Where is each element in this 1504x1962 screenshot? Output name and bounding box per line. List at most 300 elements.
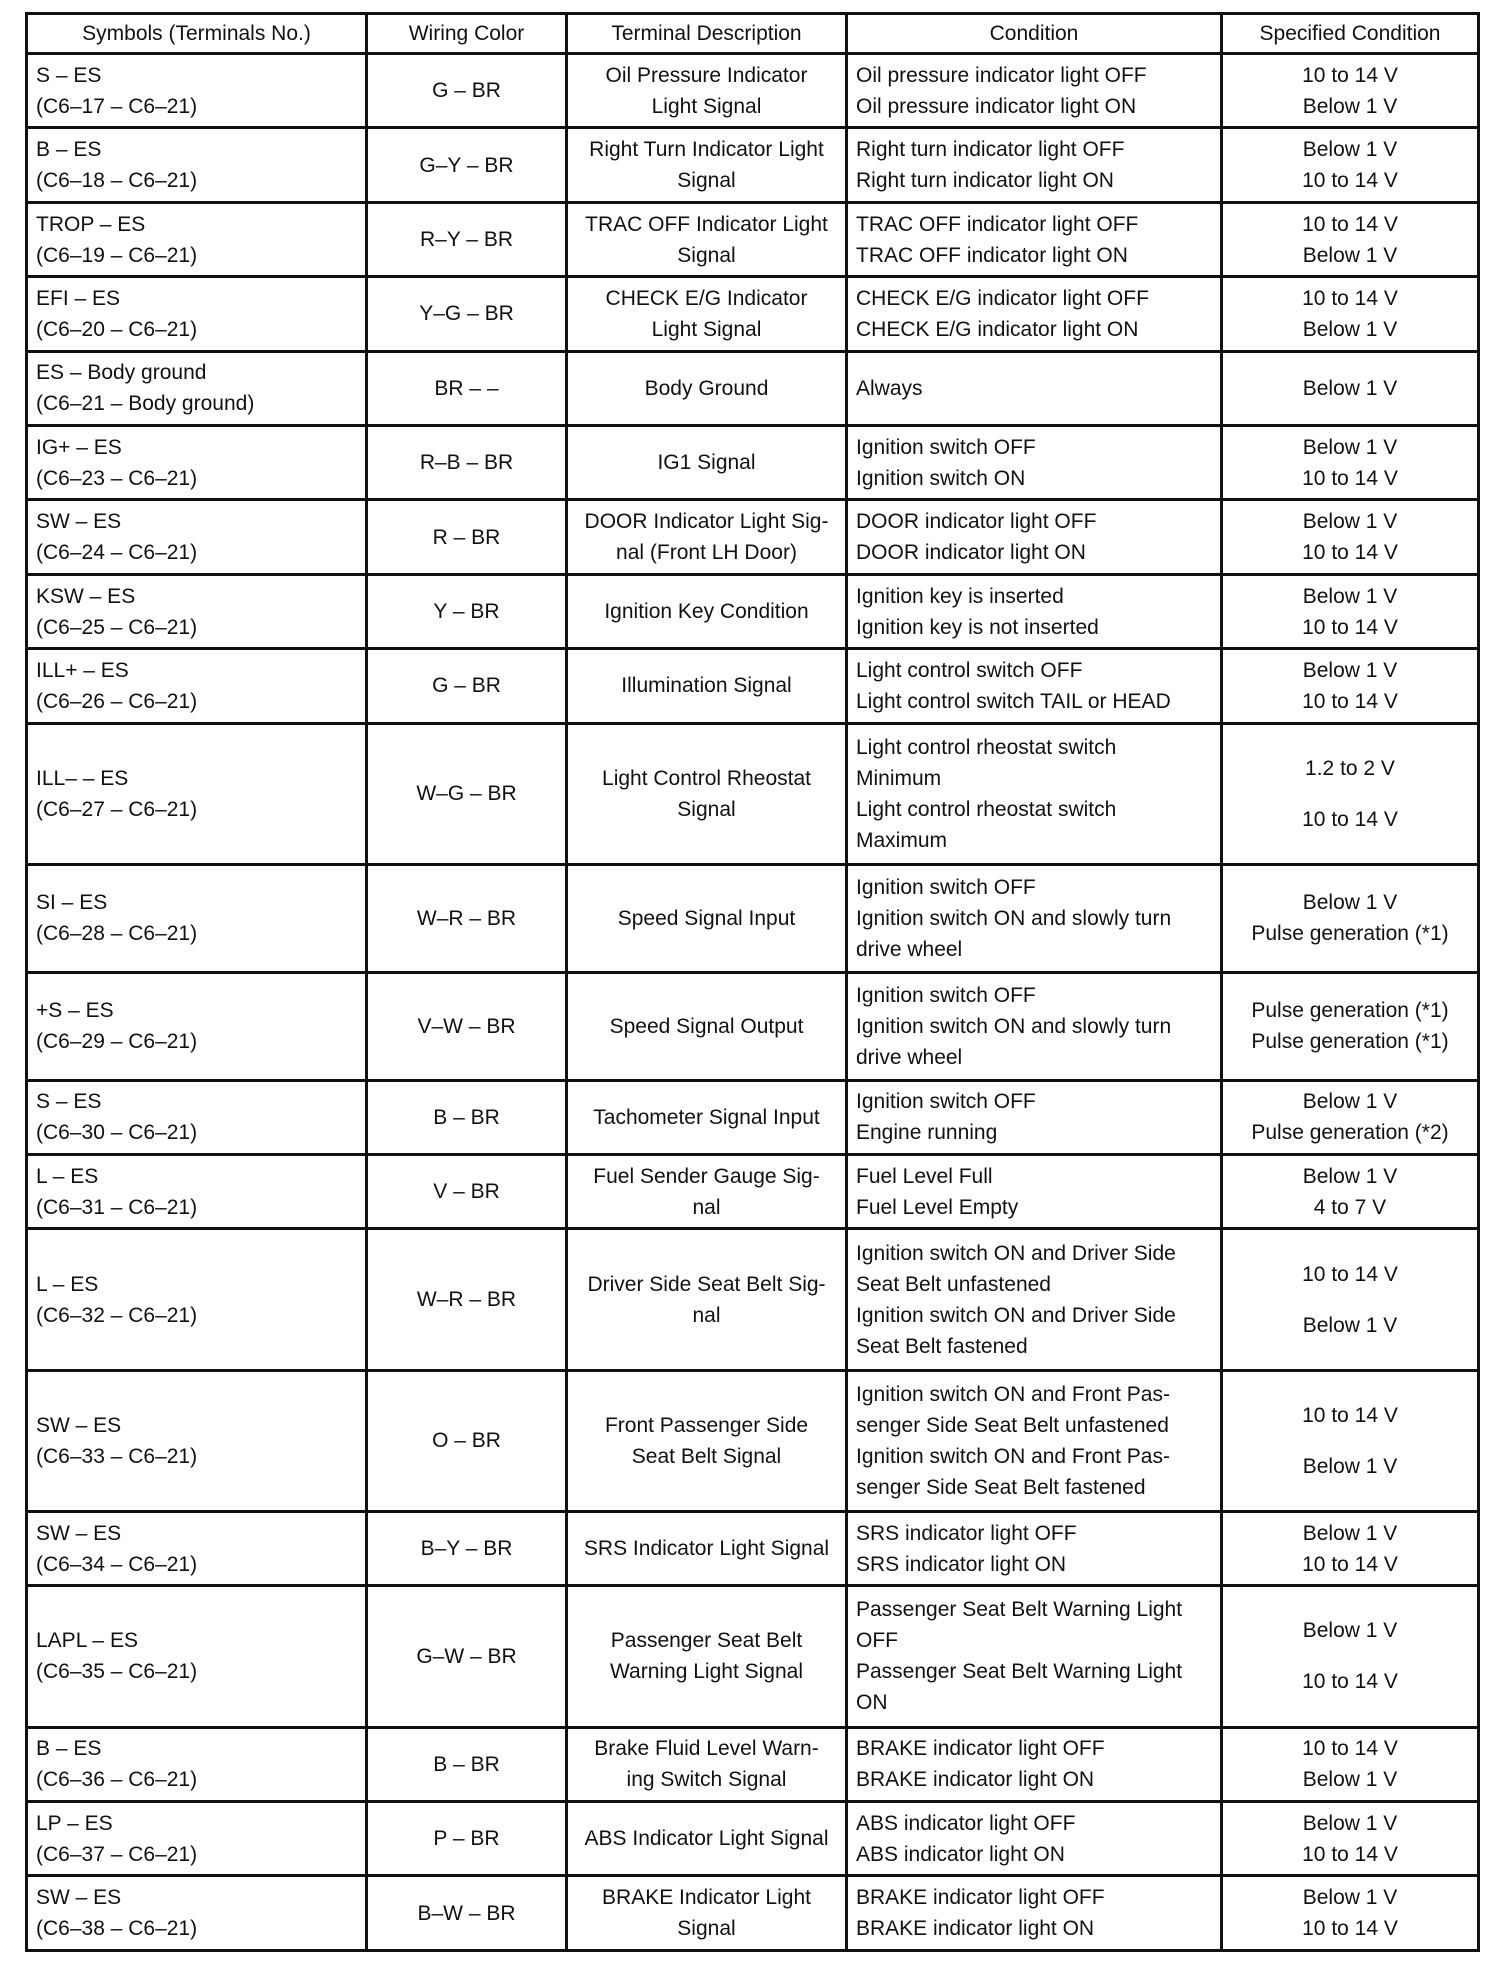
cell-condition-line: ON: [856, 1691, 888, 1715]
cell-condition: [847, 972, 1222, 1080]
cell-specified-condition: [1222, 1586, 1479, 1727]
cell-condition-line: Ignition switch ON: [856, 466, 1026, 490]
cell-terminal-description: [567, 351, 847, 425]
terminal-number: (C6–18 – C6–21): [36, 169, 198, 193]
cell-terminal-description-line: nal (Front LH Door): [616, 541, 797, 565]
terminal-number: (C6–36 – C6–21): [36, 1768, 198, 1792]
cell-specified-condition: [1222, 1511, 1479, 1585]
cell-specified-condition: [1222, 426, 1479, 500]
cell-specified-condition-line: Below 1 V: [1302, 1619, 1398, 1643]
cell-symbol: [27, 649, 367, 723]
cell-specified-condition-line: Below 1 V: [1302, 376, 1398, 400]
terminal-number: (C6–37 – C6–21): [36, 1842, 198, 1866]
terminal-number: (C6–26 – C6–21): [36, 689, 198, 713]
cell-specified-condition-line: 10 to 14 V: [1302, 63, 1398, 87]
cell-condition: [847, 649, 1222, 723]
cell-specified-condition-line: 10 to 14 V: [1302, 212, 1398, 236]
cell-condition-line: Oil pressure indicator light ON: [856, 94, 1137, 118]
cell-condition-line: ABS indicator light OFF: [856, 1811, 1076, 1835]
cell-terminal-description-line: Fuel Sender Gauge Sig-: [593, 1164, 820, 1188]
cell-terminal-description: [567, 1802, 847, 1876]
cell-symbol: [27, 277, 367, 351]
cell-terminal-description: [567, 649, 847, 723]
cell-condition-line: BRAKE indicator light OFF: [856, 1737, 1105, 1761]
cell-condition-line: Ignition switch OFF: [856, 435, 1036, 459]
cell-specified-condition-line: 10 to 14 V: [1302, 169, 1398, 193]
cell-specified-condition-line: 10 to 14 V: [1302, 1403, 1398, 1427]
cell-condition-line: Ignition switch OFF: [856, 983, 1036, 1007]
terminal-number: (C6–19 – C6–21): [36, 243, 198, 267]
cell-condition: [847, 723, 1222, 864]
cell-specified-condition: [1222, 972, 1479, 1080]
symbol-name: SW – ES: [36, 510, 122, 534]
cell-wiring-color: G–Y – BR: [367, 128, 567, 202]
symbol-name: ILL– – ES: [36, 766, 129, 790]
cell-condition-line: Minimum: [856, 766, 942, 790]
cell-specified-condition-line: Below 1 V: [1302, 138, 1398, 162]
terminal-number: (C6–24 – C6–21): [36, 541, 198, 565]
header-specified-condition: Specified Condition: [1222, 14, 1479, 54]
cell-specified-condition: [1222, 1370, 1479, 1511]
cell-terminal-description: [567, 1370, 847, 1511]
cell-symbol: [27, 1802, 367, 1876]
table-row: [27, 723, 1479, 864]
cell-condition-line: Ignition switch ON and Driver Side: [856, 1303, 1176, 1327]
cell-condition-line: Fuel Level Empty: [856, 1195, 1019, 1219]
symbol-name: +S – ES: [36, 999, 114, 1023]
cell-condition-line: Passenger Seat Belt Warning Light: [856, 1660, 1183, 1684]
cell-condition-line: Right turn indicator light OFF: [856, 138, 1125, 162]
cell-specified-condition: [1222, 54, 1479, 128]
symbol-name: S – ES: [36, 63, 102, 87]
table-row: [27, 1876, 1479, 1951]
symbol-name: ILL+ – ES: [36, 658, 129, 682]
cell-condition: [847, 202, 1222, 276]
cell-terminal-description: [567, 1080, 847, 1154]
cell-terminal-description: [567, 1229, 847, 1370]
cell-terminal-description: [567, 1511, 847, 1585]
cell-specified-condition-line: 10 to 14 V: [1302, 689, 1398, 713]
cell-specified-condition: [1222, 277, 1479, 351]
cell-specified-condition: [1222, 864, 1479, 972]
cell-terminal-description-line: ing Switch Signal: [626, 1768, 787, 1792]
symbol-name: EFI – ES: [36, 286, 121, 310]
cell-condition: [847, 1727, 1222, 1801]
cell-terminal-description-line: Warning Light Signal: [610, 1660, 803, 1684]
cell-wiring-color: W–R – BR: [367, 864, 567, 972]
cell-condition-line: CHECK E/G indicator light OFF: [856, 286, 1149, 310]
cell-wiring-color: R – BR: [367, 500, 567, 574]
table-row: [27, 864, 1479, 972]
table-row: [27, 649, 1479, 723]
cell-condition-line: senger Side Seat Belt unfastened: [856, 1413, 1169, 1437]
cell-terminal-description: [567, 864, 847, 972]
cell-symbol: [27, 864, 367, 972]
cell-terminal-description-line: Speed Signal Output: [609, 1014, 804, 1038]
cell-condition: [847, 1155, 1222, 1229]
cell-condition-line: Ignition switch ON and Driver Side: [856, 1241, 1176, 1265]
cell-wiring-color: Y – BR: [367, 574, 567, 648]
table-row: [27, 128, 1479, 202]
table-row: [27, 351, 1479, 425]
cell-condition-line: DOOR indicator light OFF: [856, 510, 1097, 534]
cell-condition-line: Engine running: [856, 1121, 998, 1145]
cell-condition-line: Fuel Level Full: [856, 1164, 993, 1188]
cell-condition-line: BRAKE indicator light ON: [856, 1768, 1095, 1792]
table-row: [27, 500, 1479, 574]
cell-condition-line: ABS indicator light ON: [856, 1842, 1065, 1866]
cell-condition-line: SRS indicator light OFF: [856, 1521, 1077, 1545]
terminal-number: (C6–38 – C6–21): [36, 1917, 198, 1941]
cell-condition-line: Always: [856, 376, 923, 400]
table-row: [27, 1080, 1479, 1154]
cell-symbol: [27, 972, 367, 1080]
cell-specified-condition-line: 10 to 14 V: [1302, 1262, 1398, 1286]
cell-condition-line: Oil pressure indicator light OFF: [856, 63, 1147, 87]
table-row: [27, 1511, 1479, 1585]
cell-specified-condition-line: Below 1 V: [1302, 1768, 1398, 1792]
cell-condition-line: Ignition switch ON and Front Pas-: [856, 1382, 1170, 1406]
cell-terminal-description-line: BRAKE Indicator Light: [602, 1886, 811, 1910]
header-condition: Condition: [847, 14, 1222, 54]
cell-specified-condition-line: Below 1 V: [1302, 243, 1398, 267]
cell-condition-line: Ignition switch OFF: [856, 1090, 1036, 1114]
cell-condition-line: Passenger Seat Belt Warning Light: [856, 1598, 1183, 1622]
cell-symbol: [27, 351, 367, 425]
cell-condition: [847, 277, 1222, 351]
cell-symbol: [27, 54, 367, 128]
cell-wiring-color: B–W – BR: [367, 1876, 567, 1951]
cell-wiring-color: B – BR: [367, 1080, 567, 1154]
cell-specified-condition: [1222, 202, 1479, 276]
cell-terminal-description-line: Oil Pressure Indicator: [605, 63, 808, 87]
header-wiring-color: Wiring Color: [367, 14, 567, 54]
cell-wiring-color: B – BR: [367, 1727, 567, 1801]
cell-wiring-color: W–R – BR: [367, 1229, 567, 1370]
cell-specified-condition-line: 4 to 7 V: [1313, 1195, 1387, 1219]
cell-wiring-color: R–B – BR: [367, 426, 567, 500]
cell-terminal-description-line: Driver Side Seat Belt Sig-: [587, 1272, 826, 1296]
cell-terminal-description-line: Signal: [677, 169, 736, 193]
cell-condition-line: Ignition key is inserted: [856, 584, 1064, 608]
cell-condition-line: TRAC OFF indicator light ON: [856, 243, 1128, 267]
cell-symbol: [27, 1586, 367, 1727]
cell-condition-line: TRAC OFF indicator light OFF: [856, 212, 1139, 236]
cell-terminal-description-line: Ignition Key Condition: [604, 600, 809, 624]
cell-specified-condition-line: Below 1 V: [1302, 1090, 1398, 1114]
cell-condition-line: BRAKE indicator light ON: [856, 1917, 1095, 1941]
terminal-number: (C6–21 – Body ground): [36, 392, 255, 416]
table-row: [27, 1370, 1479, 1511]
cell-wiring-color: W–G – BR: [367, 723, 567, 864]
cell-specified-condition-line: Below 1 V: [1302, 891, 1398, 915]
cell-specified-condition-line: Below 1 V: [1302, 1886, 1398, 1910]
symbol-name: LAPL – ES: [36, 1629, 138, 1653]
cell-terminal-description-line: nal: [692, 1195, 721, 1219]
cell-specified-condition: [1222, 649, 1479, 723]
cell-terminal-description-line: Tachometer Signal Input: [593, 1105, 820, 1129]
terminal-number: (C6–33 – C6–21): [36, 1444, 198, 1468]
cell-specified-condition-line: Pulse generation (*1): [1251, 922, 1449, 946]
cell-condition-line: Light control switch TAIL or HEAD: [856, 689, 1171, 713]
cell-condition: [847, 351, 1222, 425]
cell-specified-condition-line: 10 to 14 V: [1302, 541, 1398, 565]
symbol-name: L – ES: [36, 1272, 99, 1296]
cell-terminal-description: [567, 972, 847, 1080]
cell-condition-line: Ignition switch ON and slowly turn: [856, 1014, 1172, 1038]
symbol-name: ES – Body ground: [36, 361, 207, 385]
table-row: [27, 574, 1479, 648]
table-row: [27, 1586, 1479, 1727]
table-row: [27, 54, 1479, 128]
cell-symbol: [27, 426, 367, 500]
cell-wiring-color: V–W – BR: [367, 972, 567, 1080]
cell-condition-line: drive wheel: [856, 1045, 963, 1069]
cell-specified-condition: [1222, 1802, 1479, 1876]
cell-specified-condition-line: Below 1 V: [1302, 1521, 1398, 1545]
table-header-row: [27, 14, 1479, 54]
table-row: [27, 1229, 1479, 1370]
cell-condition: [847, 1802, 1222, 1876]
cell-condition-line: BRAKE indicator light OFF: [856, 1886, 1105, 1910]
cell-terminal-description-line: IG1 Signal: [657, 451, 756, 475]
cell-specified-condition-line: Pulse generation (*1): [1251, 999, 1449, 1023]
cell-terminal-description: [567, 574, 847, 648]
cell-condition-line: Light control rheostat switch: [856, 735, 1117, 759]
cell-condition: [847, 128, 1222, 202]
cell-wiring-color: BR – –: [367, 351, 567, 425]
cell-condition-line: senger Side Seat Belt fastened: [856, 1475, 1146, 1499]
cell-condition: [847, 54, 1222, 128]
cell-wiring-color: V – BR: [367, 1155, 567, 1229]
cell-specified-condition: [1222, 500, 1479, 574]
cell-specified-condition: [1222, 1229, 1479, 1370]
cell-terminal-description-line: TRAC OFF Indicator Light: [585, 212, 828, 236]
cell-specified-condition-line: Below 1 V: [1302, 1811, 1398, 1835]
terminal-spec-table: [25, 12, 1480, 1952]
cell-condition: [847, 1080, 1222, 1154]
cell-wiring-color: B–Y – BR: [367, 1511, 567, 1585]
cell-terminal-description: [567, 128, 847, 202]
cell-specified-condition-line: 10 to 14 V: [1302, 1737, 1398, 1761]
cell-terminal-description-line: CHECK E/G Indicator: [605, 286, 808, 310]
cell-condition-line: Seat Belt unfastened: [856, 1272, 1051, 1296]
cell-terminal-description-line: Light Signal: [651, 317, 762, 341]
cell-specified-condition: [1222, 1876, 1479, 1951]
symbol-name: TROP – ES: [36, 212, 146, 236]
terminal-number: (C6–27 – C6–21): [36, 797, 198, 821]
symbol-name: SW – ES: [36, 1886, 122, 1910]
cell-specified-condition-line: Below 1 V: [1302, 510, 1398, 534]
cell-terminal-description-line: Signal: [677, 243, 736, 267]
cell-symbol: [27, 128, 367, 202]
cell-condition: [847, 500, 1222, 574]
cell-condition: [847, 426, 1222, 500]
cell-specified-condition-line: Below 1 V: [1302, 1164, 1398, 1188]
cell-wiring-color: R–Y – BR: [367, 202, 567, 276]
symbol-name: SW – ES: [36, 1413, 122, 1437]
cell-terminal-description-line: Light Control Rheostat: [602, 766, 811, 790]
cell-terminal-description: [567, 723, 847, 864]
terminal-number: (C6–23 – C6–21): [36, 466, 198, 490]
cell-symbol: [27, 1080, 367, 1154]
symbol-name: SI – ES: [36, 891, 108, 915]
cell-symbol: [27, 202, 367, 276]
cell-terminal-description-line: Front Passenger Side: [604, 1413, 809, 1437]
cell-terminal-description: [567, 500, 847, 574]
cell-specified-condition-line: Pulse generation (*2): [1251, 1121, 1449, 1145]
cell-symbol: [27, 1155, 367, 1229]
header-symbols: Symbols (Terminals No.): [27, 14, 367, 54]
cell-condition-line: Ignition switch ON and Front Pas-: [856, 1444, 1170, 1468]
cell-terminal-description-line: Seat Belt Signal: [631, 1444, 782, 1468]
symbol-name: KSW – ES: [36, 584, 136, 608]
cell-specified-condition: [1222, 1155, 1479, 1229]
table-row: [27, 1155, 1479, 1229]
symbol-name: B – ES: [36, 1737, 102, 1761]
table-row: [27, 277, 1479, 351]
terminal-number: (C6–35 – C6–21): [36, 1660, 198, 1684]
cell-specified-condition-line: 10 to 14 V: [1302, 1842, 1398, 1866]
symbol-name: SW – ES: [36, 1521, 122, 1545]
terminal-number: (C6–28 – C6–21): [36, 922, 198, 946]
cell-terminal-description: [567, 202, 847, 276]
cell-condition: [847, 1229, 1222, 1370]
cell-specified-condition-line: 1.2 to 2 V: [1305, 756, 1395, 780]
cell-condition-line: Ignition switch OFF: [856, 875, 1036, 899]
table-row: [27, 426, 1479, 500]
cell-specified-condition-line: Below 1 V: [1302, 1454, 1398, 1478]
cell-condition: [847, 1511, 1222, 1585]
cell-symbol: [27, 1370, 367, 1511]
cell-wiring-color: G–W – BR: [367, 1586, 567, 1727]
cell-wiring-color: G – BR: [367, 54, 567, 128]
cell-symbol: [27, 574, 367, 648]
symbol-name: IG+ – ES: [36, 435, 122, 459]
terminal-number: (C6–32 – C6–21): [36, 1303, 198, 1327]
cell-symbol: [27, 1876, 367, 1951]
cell-terminal-description-line: Signal: [677, 1917, 736, 1941]
cell-symbol: [27, 723, 367, 864]
cell-terminal-description: [567, 277, 847, 351]
cell-specified-condition-line: 10 to 14 V: [1302, 1670, 1398, 1694]
terminal-number: (C6–31 – C6–21): [36, 1195, 198, 1219]
cell-condition-line: Maximum: [856, 828, 948, 852]
cell-specified-condition: [1222, 1080, 1479, 1154]
terminal-number: (C6–20 – C6–21): [36, 317, 198, 341]
cell-specified-condition-line: 10 to 14 V: [1302, 286, 1398, 310]
cell-wiring-color: O – BR: [367, 1370, 567, 1511]
cell-terminal-description-line: Signal: [677, 797, 736, 821]
cell-condition-line: DOOR indicator light ON: [856, 541, 1086, 565]
cell-specified-condition-line: 10 to 14 V: [1302, 1917, 1398, 1941]
cell-condition-line: Right turn indicator light ON: [856, 169, 1114, 193]
cell-condition-line: Light control switch OFF: [856, 658, 1083, 682]
header-terminal-description: Terminal Description: [567, 14, 847, 54]
terminal-number: (C6–17 – C6–21): [36, 94, 198, 118]
terminal-number: (C6–30 – C6–21): [36, 1121, 198, 1145]
cell-terminal-description-line: Illumination Signal: [621, 674, 792, 698]
cell-specified-condition-line: Pulse generation (*1): [1251, 1030, 1449, 1054]
cell-specified-condition-line: Below 1 V: [1302, 435, 1398, 459]
table-row: [27, 972, 1479, 1080]
cell-condition-line: drive wheel: [856, 937, 963, 961]
cell-specified-condition-line: Below 1 V: [1302, 317, 1398, 341]
cell-wiring-color: G – BR: [367, 649, 567, 723]
cell-specified-condition: [1222, 574, 1479, 648]
cell-terminal-description: [567, 1155, 847, 1229]
cell-specified-condition-line: 10 to 14 V: [1302, 807, 1398, 831]
cell-terminal-description: [567, 1876, 847, 1951]
cell-condition-line: Light control rheostat switch: [856, 797, 1117, 821]
symbol-name: S – ES: [36, 1090, 102, 1114]
cell-condition-line: OFF: [856, 1629, 898, 1653]
cell-condition: [847, 1586, 1222, 1727]
cell-specified-condition-line: Below 1 V: [1302, 94, 1398, 118]
symbol-name: LP – ES: [36, 1811, 113, 1835]
cell-terminal-description-line: Right Turn Indicator Light: [589, 138, 824, 162]
cell-specified-condition: [1222, 723, 1479, 864]
cell-terminal-description: [567, 1727, 847, 1801]
cell-terminal-description-line: SRS Indicator Light Signal: [583, 1537, 830, 1561]
cell-condition-line: SRS indicator light ON: [856, 1552, 1067, 1576]
terminal-number: (C6–25 – C6–21): [36, 615, 198, 639]
cell-wiring-color: P – BR: [367, 1802, 567, 1876]
table-row: [27, 202, 1479, 276]
cell-symbol: [27, 1727, 367, 1801]
cell-terminal-description: [567, 1586, 847, 1727]
cell-condition: [847, 1370, 1222, 1511]
cell-condition: [847, 1876, 1222, 1951]
cell-specified-condition-line: Below 1 V: [1302, 658, 1398, 682]
cell-wiring-color: Y–G – BR: [367, 277, 567, 351]
cell-terminal-description-line: Brake Fluid Level Warn-: [594, 1737, 819, 1761]
cell-terminal-description: [567, 54, 847, 128]
symbol-name: B – ES: [36, 138, 102, 162]
cell-terminal-description-line: Speed Signal Input: [617, 906, 796, 930]
cell-specified-condition-line: 10 to 14 V: [1302, 1552, 1398, 1576]
cell-terminal-description-line: Body Ground: [644, 376, 769, 400]
terminal-number: (C6–34 – C6–21): [36, 1552, 198, 1576]
cell-condition: [847, 864, 1222, 972]
cell-specified-condition: [1222, 1727, 1479, 1801]
cell-condition-line: CHECK E/G indicator light ON: [856, 317, 1139, 341]
symbol-name: L – ES: [36, 1164, 99, 1188]
cell-condition-line: Ignition switch ON and slowly turn: [856, 906, 1172, 930]
cell-symbol: [27, 1229, 367, 1370]
cell-symbol: [27, 1511, 367, 1585]
table-row: [27, 1802, 1479, 1876]
cell-specified-condition-line: Below 1 V: [1302, 1313, 1398, 1337]
cell-specified-condition-line: 10 to 14 V: [1302, 466, 1398, 490]
cell-specified-condition: [1222, 128, 1479, 202]
cell-specified-condition-line: 10 to 14 V: [1302, 615, 1398, 639]
table-row: [27, 1727, 1479, 1801]
cell-condition-line: Ignition key is not inserted: [856, 615, 1099, 639]
cell-symbol: [27, 500, 367, 574]
cell-specified-condition-line: Below 1 V: [1302, 584, 1398, 608]
cell-terminal-description-line: nal: [692, 1303, 721, 1327]
cell-specified-condition: [1222, 351, 1479, 425]
terminal-number: (C6–29 – C6–21): [36, 1030, 198, 1054]
cell-terminal-description-line: ABS Indicator Light Signal: [584, 1827, 829, 1851]
cell-condition: [847, 574, 1222, 648]
cell-terminal-description: [567, 426, 847, 500]
cell-terminal-description-line: DOOR Indicator Light Sig-: [584, 510, 829, 534]
cell-terminal-description-line: Light Signal: [651, 94, 762, 118]
cell-condition-line: Seat Belt fastened: [856, 1334, 1028, 1358]
cell-terminal-description-line: Passenger Seat Belt: [610, 1629, 803, 1653]
